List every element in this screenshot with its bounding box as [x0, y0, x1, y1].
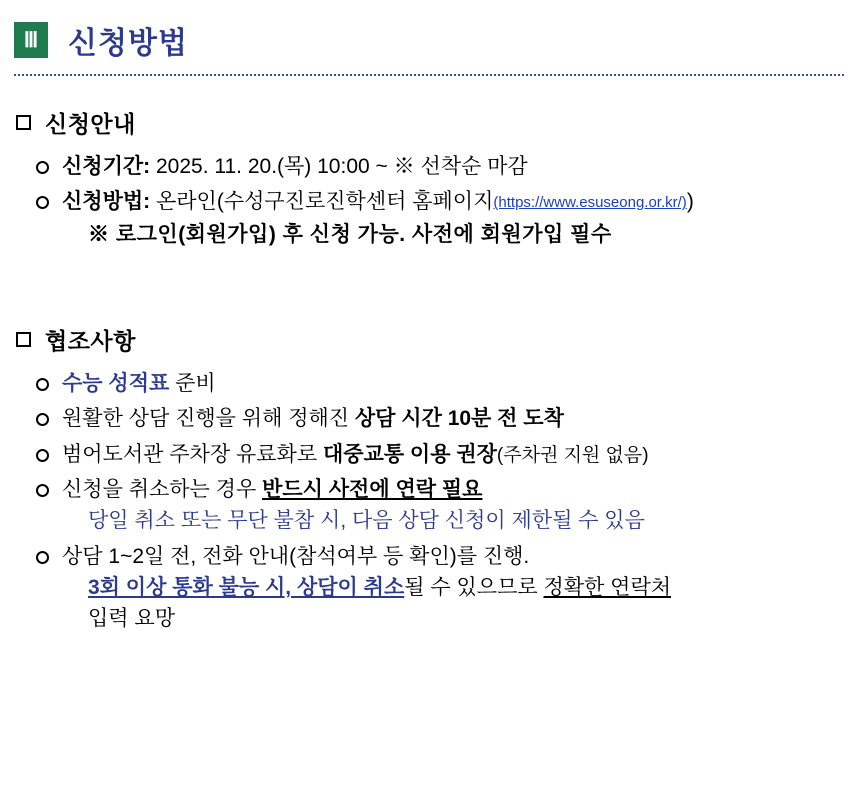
- list-item: [36, 441, 858, 469]
- apply-period-line: [62, 155, 528, 178]
- contact-input-request: 입력 요망: [88, 607, 175, 631]
- arrive-early-text: 원활한 상담 진행을 위해 정해진: [62, 407, 355, 431]
- prepare-score-report-line: [62, 372, 216, 395]
- public-transport-line: [62, 443, 649, 466]
- cancel-notice-text: 신청을 취소하는 경우: [62, 478, 263, 502]
- phone-unreachable-tail: 될 수 있으므로: [404, 576, 544, 600]
- square-bullet-icon: [16, 332, 31, 347]
- circle-bullet-icon: [36, 551, 49, 564]
- cancel-penalty-note: 당일 취소 또는 무단 불참 시, 다음 상담 신청이 제한될 수 있음: [88, 509, 645, 533]
- apply-method-tail: ): [686, 190, 694, 214]
- square-bullet-icon: [16, 115, 31, 130]
- cooperation-items: [16, 370, 858, 634]
- apply-method-value: 온라인(수성구진로진학센터 홈페이지: [150, 190, 494, 214]
- section-apply-guide: [0, 106, 858, 249]
- public-transport-emphasis: 대중교통 이용 권장: [322, 442, 497, 466]
- cancel-notice-emphasis: 반드시 사전에 연락 필요: [262, 478, 483, 502]
- phone-unreachable-note: [62, 574, 858, 602]
- list-item: [36, 370, 858, 398]
- document-header: [0, 0, 858, 62]
- section-heading-apply-guide: [16, 106, 858, 139]
- public-transport-text: 범어도서관 주차장 유료화로: [62, 442, 323, 466]
- section-cooperation: [0, 323, 858, 634]
- circle-bullet-icon: [36, 161, 49, 174]
- phone-unreachable-emphasis: 3회 이상 통화 불능 시, 상담이 취소: [88, 576, 405, 600]
- no-parking-voucher-note: (주차권 지원 없음): [496, 444, 649, 466]
- circle-bullet-icon: [36, 484, 49, 497]
- section-heading-cooperation: [16, 323, 858, 356]
- list-item-body: [62, 476, 858, 536]
- cancel-notice-line: [62, 478, 482, 501]
- circle-bullet-icon: [36, 449, 49, 462]
- apply-method-label: 신청방법:: [62, 190, 151, 214]
- list-item: [36, 476, 858, 536]
- list-item-body: [62, 441, 858, 469]
- list-item: [36, 153, 858, 181]
- arrive-early-emphasis: 상담 시간 10분 전 도착: [354, 407, 564, 431]
- apply-period-value: 2025. 11. 20.(목) 10:00 ~ ※ 선착순 마감: [150, 155, 528, 178]
- section-number-badge: Ⅲ: [14, 22, 48, 58]
- arrive-early-line: [62, 407, 564, 430]
- section-heading-label: 신청안내: [45, 111, 136, 137]
- login-required-note: ※ 로그인(회원가입) 후 신청 가능. 사전에 회원가입 필수: [88, 222, 612, 246]
- center-homepage-link[interactable]: (https://www.esuseong.or.kr/): [493, 194, 687, 212]
- accurate-contact-underline: 정확한 연락처: [543, 576, 672, 600]
- list-item-body: [62, 153, 858, 181]
- header-divider: [14, 74, 844, 76]
- list-item-body: [62, 188, 858, 249]
- circle-bullet-icon: [36, 378, 49, 391]
- list-item-body: [62, 405, 858, 433]
- apply-period-label: 신청기간:: [62, 155, 151, 178]
- list-item-body: [62, 370, 858, 398]
- circle-bullet-icon: [36, 413, 49, 426]
- prepare-text: 준비: [169, 372, 216, 396]
- apply-method-line: [62, 190, 694, 213]
- section-heading-label: 협조사항: [45, 328, 136, 355]
- list-item: [36, 188, 858, 249]
- list-item: [36, 405, 858, 433]
- phone-guide-line: 상담 1~2일 전, 전화 안내(참석여부 등 확인)를 진행.: [62, 544, 530, 568]
- circle-bullet-icon: [36, 196, 49, 209]
- list-item: [36, 543, 858, 634]
- apply-guide-items: [16, 153, 858, 249]
- list-item-body: [62, 543, 858, 634]
- page-title: 신청방법: [68, 27, 188, 60]
- score-report-highlight: 수능 성적표: [62, 372, 170, 396]
